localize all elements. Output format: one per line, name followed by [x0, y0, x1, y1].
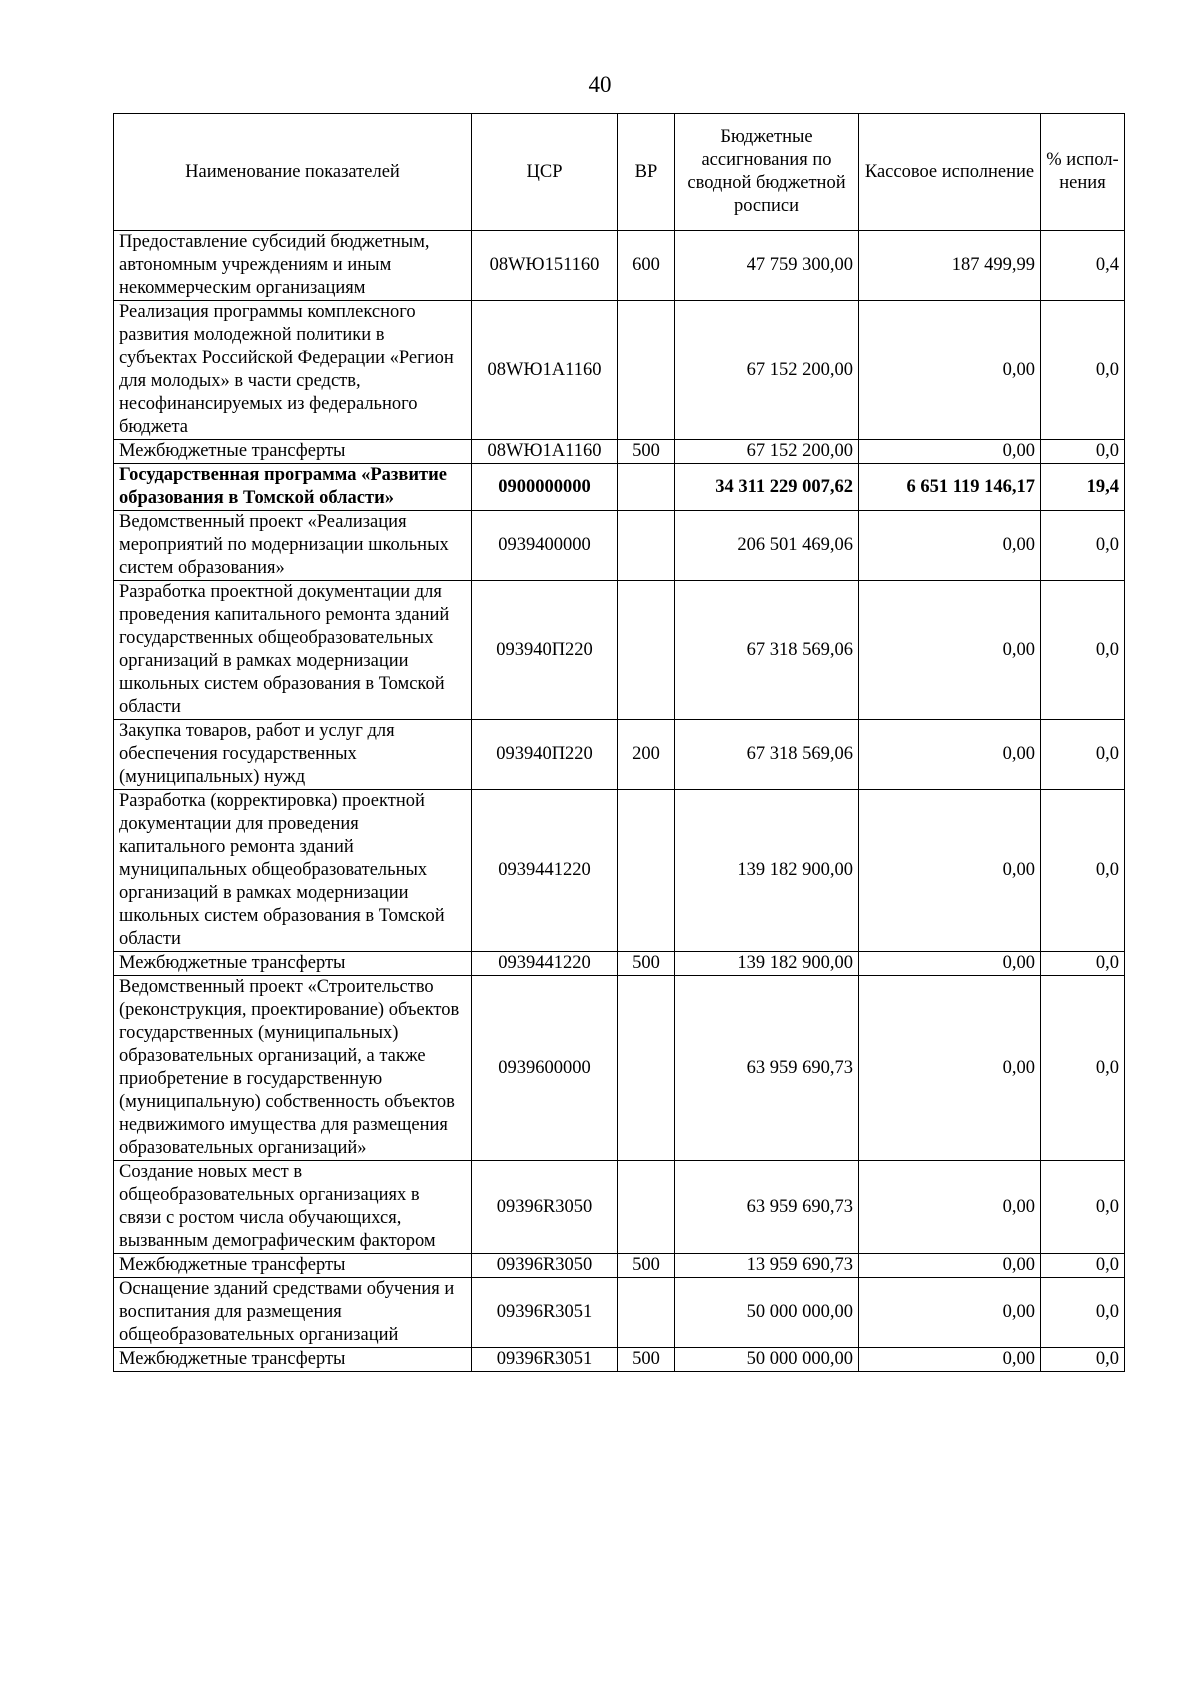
- row-name-cell: Государственная программа «Развитие образования в Томской области»: [114, 464, 472, 511]
- row-csr-cell: 093940П220: [472, 581, 618, 720]
- row-cash-cell: 0,00: [859, 720, 1041, 790]
- row-csr-cell: 093940П220: [472, 720, 618, 790]
- table-row: [114, 1161, 1125, 1254]
- row-csr-cell: 0939441220: [472, 790, 618, 952]
- row-budget-cell: 67 318 569,06: [675, 720, 859, 790]
- row-budget-cell: 50 000 000,00: [675, 1278, 859, 1348]
- table-body: [114, 231, 1125, 1372]
- row-csr-cell: 0900000000: [472, 464, 618, 511]
- row-vr-cell: [618, 464, 675, 511]
- row-pct-cell: 0,0: [1041, 301, 1125, 440]
- row-cash-cell: 0,00: [859, 976, 1041, 1161]
- row-budget-cell: 139 182 900,00: [675, 790, 859, 952]
- row-name-cell: Разработка проектной документации для проведения капитального ремонта зданий государственных общеобразовательных организаций в рамках модернизации школьных систем образования в Томской области: [114, 581, 472, 720]
- row-pct-cell: 0,4: [1041, 231, 1125, 301]
- table-row: [114, 1254, 1125, 1278]
- row-cash-cell: 0,00: [859, 952, 1041, 976]
- row-name-cell: Ведомственный проект «Строительство (реконструкция, проектирование) объектов государственных (муниципальных) образовательных организаций, а также приобретение в государственную (муниципальную) собственность объектов недвижимого имущества для размещения образовательных организаций»: [114, 976, 472, 1161]
- row-csr-cell: 0939400000: [472, 511, 618, 581]
- budget-table: [113, 113, 1125, 1372]
- row-vr-cell: 500: [618, 1254, 675, 1278]
- row-budget-cell: 67 152 200,00: [675, 440, 859, 464]
- row-pct-cell: 0,0: [1041, 720, 1125, 790]
- row-name-cell: Межбюджетные трансферты: [114, 440, 472, 464]
- table-row: [114, 1348, 1125, 1372]
- header-name: Наименование показателей: [114, 114, 472, 231]
- row-budget-cell: 47 759 300,00: [675, 231, 859, 301]
- row-budget-cell: 50 000 000,00: [675, 1348, 859, 1372]
- table-row: [114, 440, 1125, 464]
- table-row: [114, 464, 1125, 511]
- table-row: [114, 952, 1125, 976]
- row-pct-cell: 0,0: [1041, 1161, 1125, 1254]
- row-budget-cell: 13 959 690,73: [675, 1254, 859, 1278]
- row-vr-cell: [618, 581, 675, 720]
- row-pct-cell: 0,0: [1041, 1348, 1125, 1372]
- row-cash-cell: 0,00: [859, 440, 1041, 464]
- header-pct: % испол-нения: [1041, 114, 1125, 231]
- row-budget-cell: 139 182 900,00: [675, 952, 859, 976]
- row-budget-cell: 63 959 690,73: [675, 1161, 859, 1254]
- table-row: [114, 790, 1125, 952]
- row-pct-cell: 19,4: [1041, 464, 1125, 511]
- row-name-cell: Межбюджетные трансферты: [114, 1348, 472, 1372]
- row-vr-cell: [618, 1161, 675, 1254]
- row-pct-cell: 0,0: [1041, 790, 1125, 952]
- row-budget-cell: 67 152 200,00: [675, 301, 859, 440]
- table-row: [114, 511, 1125, 581]
- row-cash-cell: 0,00: [859, 1254, 1041, 1278]
- row-vr-cell: 600: [618, 231, 675, 301]
- row-name-cell: Предоставление субсидий бюджетным, автономным учреждениям и иным некоммерческим организациям: [114, 231, 472, 301]
- row-name-cell: Создание новых мест в общеобразовательных организациях в связи с ростом числа обучающихся, вызванным демографическим фактором: [114, 1161, 472, 1254]
- row-cash-cell: 187 499,99: [859, 231, 1041, 301]
- row-vr-cell: 500: [618, 1348, 675, 1372]
- row-vr-cell: [618, 790, 675, 952]
- row-csr-cell: 09396R3051: [472, 1278, 618, 1348]
- row-cash-cell: 0,00: [859, 1161, 1041, 1254]
- row-pct-cell: 0,0: [1041, 976, 1125, 1161]
- row-pct-cell: 0,0: [1041, 440, 1125, 464]
- row-vr-cell: [618, 301, 675, 440]
- row-cash-cell: 6 651 119 146,17: [859, 464, 1041, 511]
- table-row: [114, 581, 1125, 720]
- row-name-cell: Закупка товаров, работ и услуг для обеспечения государственных (муниципальных) нужд: [114, 720, 472, 790]
- row-vr-cell: 500: [618, 440, 675, 464]
- row-csr-cell: 08WЮ1A1160: [472, 440, 618, 464]
- row-name-cell: Ведомственный проект «Реализация мероприятий по модернизации школьных систем образования»: [114, 511, 472, 581]
- row-cash-cell: 0,00: [859, 301, 1041, 440]
- row-budget-cell: 34 311 229 007,62: [675, 464, 859, 511]
- row-csr-cell: 0939441220: [472, 952, 618, 976]
- table-row: [114, 720, 1125, 790]
- table-header-row: [114, 114, 1125, 231]
- row-budget-cell: 63 959 690,73: [675, 976, 859, 1161]
- page-number: 40: [588, 72, 612, 97]
- header-cash: Кассовое исполнение: [859, 114, 1041, 231]
- row-name-cell: Разработка (корректировка) проектной документации для проведения капитального ремонта зданий муниципальных общеобразовательных организаций в рамках модернизации школьных систем образования в Томской области: [114, 790, 472, 952]
- row-csr-cell: 09396R3050: [472, 1254, 618, 1278]
- row-name-cell: Реализация программы комплексного развития молодежной политики в субъектах Российской Федерации «Регион для молодых» в части средств, несофинансируемых из федерального бюджета: [114, 301, 472, 440]
- row-budget-cell: 206 501 469,06: [675, 511, 859, 581]
- table-row: [114, 976, 1125, 1161]
- table-row: [114, 1278, 1125, 1348]
- row-csr-cell: 09396R3050: [472, 1161, 618, 1254]
- table-row: [114, 231, 1125, 301]
- row-cash-cell: 0,00: [859, 1278, 1041, 1348]
- row-budget-cell: 67 318 569,06: [675, 581, 859, 720]
- row-name-cell: Межбюджетные трансферты: [114, 952, 472, 976]
- row-csr-cell: 0939600000: [472, 976, 618, 1161]
- row-csr-cell: 08WЮ1A1160: [472, 301, 618, 440]
- row-vr-cell: 500: [618, 952, 675, 976]
- row-pct-cell: 0,0: [1041, 1278, 1125, 1348]
- row-cash-cell: 0,00: [859, 581, 1041, 720]
- row-pct-cell: 0,0: [1041, 511, 1125, 581]
- row-vr-cell: 200: [618, 720, 675, 790]
- row-vr-cell: [618, 511, 675, 581]
- row-vr-cell: [618, 1278, 675, 1348]
- row-cash-cell: 0,00: [859, 1348, 1041, 1372]
- row-csr-cell: 08WЮ151160: [472, 231, 618, 301]
- row-name-cell: Оснащение зданий средствами обучения и воспитания для размещения общеобразовательных организаций: [114, 1278, 472, 1348]
- row-cash-cell: 0,00: [859, 511, 1041, 581]
- row-vr-cell: [618, 976, 675, 1161]
- row-pct-cell: 0,0: [1041, 581, 1125, 720]
- row-cash-cell: 0,00: [859, 790, 1041, 952]
- header-csr: ЦСР: [472, 114, 618, 231]
- header-budget: Бюджетные ассигнования по сводной бюджетной росписи: [675, 114, 859, 231]
- row-pct-cell: 0,0: [1041, 952, 1125, 976]
- row-pct-cell: 0,0: [1041, 1254, 1125, 1278]
- row-csr-cell: 09396R3051: [472, 1348, 618, 1372]
- header-vr: ВР: [618, 114, 675, 231]
- table-row: [114, 301, 1125, 440]
- row-name-cell: Межбюджетные трансферты: [114, 1254, 472, 1278]
